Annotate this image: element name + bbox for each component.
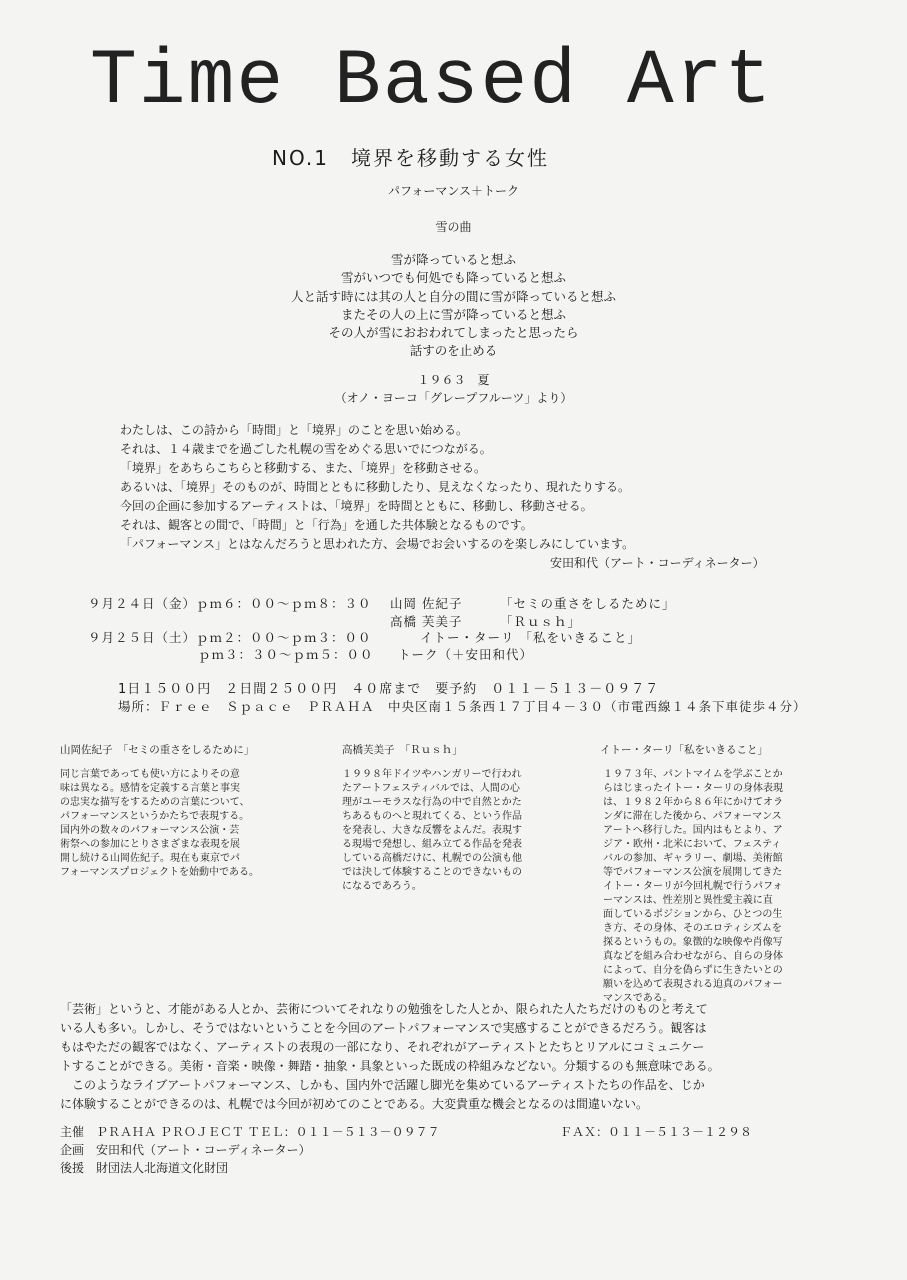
schedule-day1-work1: 「セミの重さをしるために」 [500,596,676,611]
poster-title: Time Based Art [90,38,774,126]
poem-line: 人と話す時には其の人と自分の間に雪が降っていると想ふ [290,289,616,304]
closing-line: トすることができる。美術・音楽・映像・舞踏・抽象・具象といった既成の枠組みなどない。分類するのも無意味である。 [60,1059,720,1073]
poem-line: その人が雪におおわれてしまったと思ったら [328,325,579,340]
schedule-day1-time: ９月２４日（金）ｐｍ６：００～ｐｍ８：３０ [88,596,372,611]
credits-planning: 企画 安田和代（アート・コーディネーター） [60,1143,311,1157]
schedule-day1-artist1: 山岡 佐紀子 [390,596,463,611]
artist-ito-bio: １９７３年、パントマイムを学ぶことか らはじまったイトー・ターリの身体表現 は、１９８２年から８６年にかけてオラ ンダに滞在した後から、パフォーマンス アートへ移行した。国内はもとより、ア ジア・欧州・北米において、フェスティ バルの参加、ギャラリー、劇場、美術館 等でパフォーマンス公演を展開してきた イトー・ターリが今回札幌で行うパフォ ーマンスは、性差別と異性愛主義に直 面しているポジションから、ひとつの生 き方、その身体、そのエロティシズムを 探るというもの。象徴的な映像や肖像写 真などを組み合わせながら、自らの身体 によって、自分を偽らずに生きたいとの 願いを込めて表現される迫真のパフォー マンスである。 [603,769,783,1004]
intro-line: 今回の企画に参加するアーティストは、「境界」を時間とともに、移動し、移動させる。 [120,499,593,513]
poem-line: 雪が降っていると想ふ [390,252,516,267]
intro-signature: 安田和代（アート・コーディネーター） [550,556,765,570]
closing-line: いる人も多い。しかし、そうではないということを今回のアートパフォーマンスで実感することができるだろう。観客は [60,1021,707,1035]
schedule-day2-talk: トーク（＋安田和代） [398,647,534,662]
schedule-day1-work2: 「Ｒｕｓｈ」 [500,614,582,629]
artist-ito-title: イトー・ターリ「私をいきること」 [600,744,768,756]
poem-date: １９６３ 夏 [417,373,490,387]
intro-line: それは、観客との間で、「時間」と「行為」を通した共体験となるものです。 [120,518,533,532]
intro-line: 「パフォーマンス」とはなんだろうと思われた方、会場でお会いするのを楽しみにしています。 [120,537,635,551]
schedule-day2-time: ９月２５日（土）ｐｍ２：００～ｐｍ３：００ [88,630,372,645]
artist-yamaoka-bio: 同じ言葉であっても使い方によりその意 味は異なる。感情を定義する言葉と事実 の忠実な描写をするための言葉について、 パフォーマンスというかたちで表現する。 国内外の数々のパフォーマンス公演・芸 術祭への参加にとりさまざまな表現を展 開し続ける山岡佐紀子。現在も東京でパ フォーマンスプロジェクトを始動中である。 [60,769,259,878]
closing-line: に体験することができるのは、札幌では今回が初めてのことである。大変貴重な機会となるのは間違いない。 [60,1097,649,1111]
closing-line: このようなライブアートパフォーマンス、しかも、国内外で活躍し脚光を集めているアーティストたちの作品を、じか [60,1078,705,1092]
poem-line: 雪がいつでも何処でも降っていると想ふ [340,270,566,285]
artist-takahashi-bio: １９９８年ドイツやハンガリーで行われ たアートフェスティバルでは、人間の心 理がユーモラスな行為の中で自然とかた ちあるものへと現れてくる、という作品 を発表し、大きな反響をよんだ。表現す る現場で発想し、組み立てる作品を発表 している高橋だけに、札幌での公演も他 では決して体験することのできないもの になるであろう。 [342,769,522,892]
intro-line: それは、１４歳までを過ごした札幌の雪をめぐる思いでにつながる。 [120,442,492,456]
artist-yamaoka-title: 山岡佐紀子 「セミの重さをしるために」 [60,744,255,756]
venue-info: 場所：Ｆｒｅｅ Ｓｐａｃｅ ＰＲＡＨＡ 中央区南１５条西１７丁目４－３０（市電西線１４条下車徒歩４分） [118,699,807,714]
artist-takahashi-title: 高橋芙美子 「Ｒｕｓｈ」 [342,744,463,756]
credits-fax: ＦＡＸ：０１１－５１３－１２９８ [560,1125,753,1139]
poem-source: （オノ・ヨーコ「グレープフルーツ」より） [334,391,573,405]
intro-line: あるいは、「境界」そのものが、時間とともに移動したり、見えなくなったり、現れたりする。 [120,480,631,494]
performance-talk-label: パフォーマンス＋トーク [387,184,520,198]
poem-title: 雪の曲 [435,220,472,234]
intro-line: 「境界」をあちらこちらと移動する、また、「境界」を移動させる。 [120,461,487,475]
intro-line: わたしは、この詩から「時間」と「境界」のことを思い始める。 [120,423,469,437]
credits-organizer: 主催 ＰＲＡＨＡ ＰＲＯＪＥＣＴ ＴＥＬ：０１１－５１３－０９７７ [60,1125,440,1139]
closing-line: もはやただの観客ではなく、アーティストの表現の一部になり、それぞれがアーティストとたちとリアルにコミュニケー [60,1040,705,1054]
poster-subtitle: NO.1 境界を移動する女性 [272,146,549,170]
closing-line: 「芸術」というと、才能がある人とか、芸術についてそれなりの勉強をした人とか、限られた人たちだけのものと考えて [60,1002,708,1016]
poem-line: 話すのを止める [409,343,498,358]
ticket-price: 1日１５００円 ２日間２５００円 ４０席まで 要予約 ０１１－５１３－０９７７ [118,682,660,697]
schedule-day1-artist2: 高橋 芙美子 [390,614,463,629]
schedule-day2-talk-time: ｐｍ３：３０～ｐｍ５：００ [198,647,374,662]
schedule-day2-artist: イトー・ターリ 「私をいきること」 [420,630,641,645]
poem-line: またその人の上に雪が降っていると想ふ [340,307,566,322]
credits-support: 後援 財団法人北海道文化財団 [60,1161,229,1175]
